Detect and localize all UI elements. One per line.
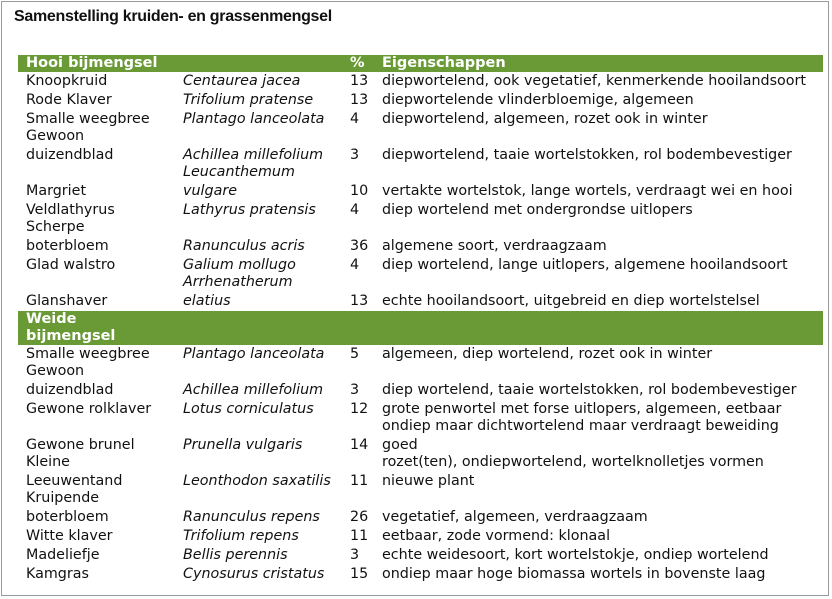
properties: echte hooilandsoort, uitgebreid en diep wortelstelsel xyxy=(382,293,760,309)
header-section-name-next-line: bijmengsel xyxy=(26,328,116,344)
table-row xyxy=(18,436,823,472)
common-name: Glanshaver xyxy=(26,293,108,309)
latin-name: Trifolium pratense xyxy=(183,92,314,108)
table-row xyxy=(18,508,823,527)
table-row xyxy=(18,527,823,546)
latin-name: Leonthodon saxatilis xyxy=(183,473,331,489)
percentage: 13 xyxy=(350,92,369,108)
percentage: 11 xyxy=(350,528,369,544)
latin-name-next-line: Arrhenatherum xyxy=(183,274,293,290)
latin-name: Centaurea jacea xyxy=(183,73,301,89)
common-name: Gewone brunel xyxy=(26,437,135,453)
percentage: 26 xyxy=(350,509,369,525)
table-row xyxy=(18,565,823,584)
properties-next-line: ondiep maar dichtwortelend maar verdraagt beweiding xyxy=(382,418,779,434)
table-row xyxy=(18,91,823,110)
table-row xyxy=(18,472,823,508)
percentage: 14 xyxy=(350,437,369,453)
percentage: 15 xyxy=(350,566,369,582)
percentage: 11 xyxy=(350,473,369,489)
common-name: Smalle weegbree xyxy=(26,346,150,362)
percentage: 3 xyxy=(350,147,360,163)
common-name: Rode Klaver xyxy=(26,92,112,108)
common-name: Madeliefje xyxy=(26,547,100,563)
common-name-next-line: Kruipende xyxy=(26,490,100,506)
latin-name: Galium mollugo xyxy=(183,257,296,273)
percentage: 13 xyxy=(350,73,369,89)
properties: eetbaar, zode vormend: klonaal xyxy=(382,528,611,544)
latin-name: Bellis perennis xyxy=(183,547,288,563)
header-section-name: Weide xyxy=(26,311,77,327)
latin-name: Plantago lanceolata xyxy=(183,346,325,362)
properties: diepwortelende vlinderbloemige, algemeen xyxy=(382,92,694,108)
common-name: Margriet xyxy=(26,183,87,199)
common-name: Glad walstro xyxy=(26,257,116,273)
common-name: Knoopkruid xyxy=(26,73,108,89)
properties: diep wortelend, taaie wortelstokken, rol bodembevestiger xyxy=(382,382,797,398)
header-percent: % xyxy=(350,55,365,71)
percentage: 10 xyxy=(350,183,369,199)
properties: vertakte wortelstok, lange wortels, verdraagt wei en hooi xyxy=(382,183,793,199)
table-row xyxy=(18,201,823,237)
table-row xyxy=(18,256,823,292)
table-row xyxy=(18,381,823,400)
table-row xyxy=(18,182,823,201)
table-row xyxy=(18,237,823,256)
table-header-hooi xyxy=(18,55,823,72)
common-name-next-line: Gewoon xyxy=(26,363,85,379)
latin-name: Trifolium repens xyxy=(183,528,299,544)
latin-name: Achillea millefolium xyxy=(183,147,324,163)
common-name: duizendblad xyxy=(26,382,114,398)
percentage: 3 xyxy=(350,382,360,398)
properties: diep wortelend, lange uitlopers, algemene hooilandsoort xyxy=(382,257,788,273)
properties: echte weidesoort, kort wortelstokje, ondiep wortelend xyxy=(382,547,769,563)
percentage: 4 xyxy=(350,257,360,273)
common-name-next-line: Gewoon xyxy=(26,128,85,144)
properties: grote penwortel met forse uitlopers, algemeen, eetbaar xyxy=(382,401,782,417)
common-name: boterbloem xyxy=(26,509,109,525)
properties: goed xyxy=(382,437,418,453)
common-name: Gewone rolklaver xyxy=(26,401,152,417)
common-name: Leeuwentand xyxy=(26,473,123,489)
percentage: 4 xyxy=(350,111,360,127)
percentage: 4 xyxy=(350,202,360,218)
table-row xyxy=(18,146,823,182)
properties: algemeen, diep wortelend, rozet ook in winter xyxy=(382,346,713,362)
common-name: boterbloem xyxy=(26,238,109,254)
common-name: Veldlathyrus xyxy=(26,202,115,218)
mix-table xyxy=(18,55,823,584)
common-name-next-line: Scherpe xyxy=(26,219,85,235)
common-name: Kamgras xyxy=(26,566,89,582)
properties: diep wortelend met ondergrondse uitlopers xyxy=(382,202,693,218)
properties: diepwortelend, taaie wortelstokken, rol bodembevestiger xyxy=(382,147,792,163)
table-row xyxy=(18,400,823,436)
header-properties: Eigenschappen xyxy=(382,55,506,71)
page-title: Samenstelling kruiden- en grassenmengsel xyxy=(14,8,332,25)
document-frame xyxy=(1,1,829,596)
latin-name: Cynosurus cristatus xyxy=(183,566,325,582)
table-row xyxy=(18,72,823,91)
latin-name: Achillea millefolium xyxy=(183,382,324,398)
properties: diepwortelend, ook vegetatief, kenmerkende hooilandsoort xyxy=(382,73,807,89)
latin-name: Prunella vulgaris xyxy=(183,437,303,453)
properties: vegetatief, algemeen, verdraagzaam xyxy=(382,509,648,525)
percentage: 5 xyxy=(350,346,360,362)
properties: ondiep maar hoge biomassa wortels in bovenste laag xyxy=(382,566,766,582)
percentage: 12 xyxy=(350,401,369,417)
common-name: Witte klaver xyxy=(26,528,113,544)
header-section-name: Hooi bijmengsel xyxy=(26,55,158,71)
latin-name: Ranunculus acris xyxy=(183,238,305,254)
latin-name: Ranunculus repens xyxy=(183,509,320,525)
table-row xyxy=(18,292,823,311)
properties-next-line: rozet(ten), ondiepwortelend, wortelknolletjes vormen xyxy=(382,454,764,470)
common-name: Smalle weegbree xyxy=(26,111,150,127)
latin-name: Lathyrus pratensis xyxy=(183,202,316,218)
percentage: 3 xyxy=(350,547,360,563)
table-header-weide xyxy=(18,311,823,345)
table-row xyxy=(18,110,823,146)
table-row xyxy=(18,345,823,381)
latin-name: elatius xyxy=(183,293,231,309)
percentage: 36 xyxy=(350,238,369,254)
common-name: duizendblad xyxy=(26,147,114,163)
latin-name: Lotus corniculatus xyxy=(183,401,314,417)
properties: nieuwe plant xyxy=(382,473,475,489)
latin-name-next-line: Leucanthemum xyxy=(183,164,295,180)
percentage: 13 xyxy=(350,293,369,309)
common-name-next-line: Kleine xyxy=(26,454,70,470)
latin-name: Plantago lanceolata xyxy=(183,111,325,127)
latin-name: vulgare xyxy=(183,183,238,199)
properties: algemene soort, verdraagzaam xyxy=(382,238,607,254)
properties: diepwortelend, algemeen, rozet ook in winter xyxy=(382,111,708,127)
table-row xyxy=(18,546,823,565)
